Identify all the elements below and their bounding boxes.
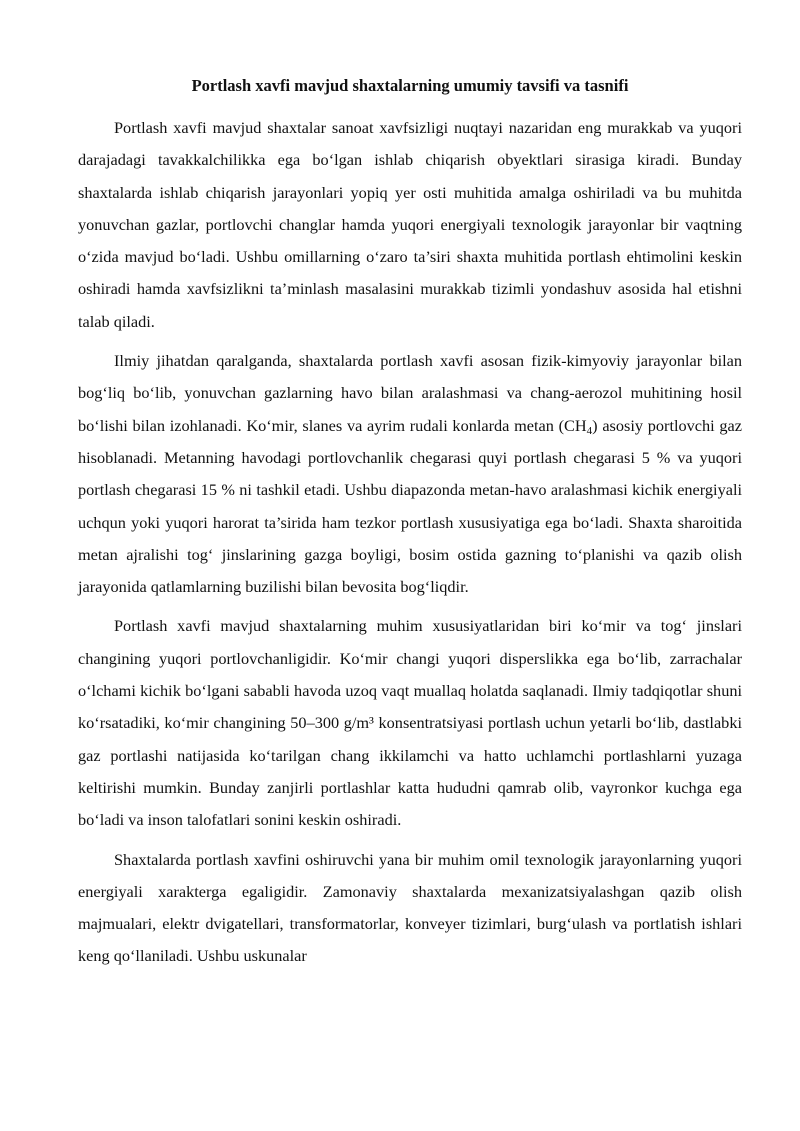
paragraph-3: Portlash xavfi mavjud shaxtalarning muhim xususiyatlaridan biri ko‘mir va tog‘ jinslari changining yuqori portlovchanligidir. Ko‘mir changi yuqori disperslikka ega bo‘lib, zarrachalar o‘lchami kichik bo‘lgani sababli havoda uzoq vaqt muallaq holatda saqlanadi. Ilmiy tadqiqotlar shuni ko‘rsatadiki, ko‘mir changining 50–300 g/m³ konsentratsiyasi portlash uchun yetarli bo‘lib, dastlabki gaz portlashi natijasida ko‘tarilgan chang ikkilamchi va hatto uchlamchi portlashlarni yuzaga keltirishi mumkin. Bunday zanjirli portlashlar katta hududni qamrab olib, vayronkor kuchga ega bo‘ladi va inson talofatlari sonini keskin oshiradi. xyxy=(78,616,742,830)
paragraph-2-text-a: Ilmiy jihatdan qaralganda, shaxtalarda portlash xavfi asosan fizik-kimyoviy jarayonlar bilan bog‘liq bo‘lib, yonuvchan gazlarning havo bilan aralashmasi va chang-aerozol muhitining hosil bo‘lishi bilan izohlanadi. Ko‘mir, slanes va ayrim rudali konlarda metan (CH xyxy=(78,351,742,435)
document-title: Portlash xavfi mavjud shaxtalarning umumiy tavsifi va tasnifi xyxy=(191,76,629,95)
methane-formula-subscript: 4 xyxy=(586,424,593,437)
paragraph-4: Shaxtalarda portlash xavfini oshiruvchi yana bir muhim omil texnologik jarayonlarning yuqori energiyali xarakterga egaligidir. Zamonaviy shaxtalarda mexanizatsiyalashgan qazib olish majmualari, elektr dvigatellari, transformatorlar, konveyer tizimlari, burg‘ulash va portlatish ishlari keng qo‘llaniladi. Ushbu uskunalar xyxy=(78,849,742,966)
paragraph-2 xyxy=(78,345,742,603)
paragraph-2-text-b: ) asosiy portlovchi gaz hisoblanadi. Metanning havodagi portlovchanlik chegarasi quyi portlash chegarasi 5 % va yuqori portlash chegarasi 15 % ni tashkil etadi. Ushbu diapazonda metan-havo aralashmasi kichik energiyali uchqun yoki yuqori harorat ta’sirida ham tezkor portlash xususiyatiga ega bo‘ladi. Shaxta sharoitida metan ajralishi tog‘ jinslarining gazga boyligi, bosim ostida gazning to‘planishi va qazib olish jarayonida qatlamlarning buzilishi bilan bevosita bog‘liqdir. xyxy=(78,415,742,597)
document-page xyxy=(78,72,742,980)
paragraph-1: Portlash xavfi mavjud shaxtalar sanoat xavfsizligi nuqtayi nazaridan eng murakkab va yuqori darajadagi tavakkalchilikka ega bo‘lgan ishlab chiqarish obyektlari sirasiga kiradi. Bunday shaxtalarda ishlab chiqarish jarayonlari yopiq yer osti muhitida amalga oshiriladi va bu muhitda yonuvchan gazlar, portlovchi changlar hamda yuqori energiyali texnologik jarayonlar bir vaqtning o‘zida mavjud bo‘ladi. Ushbu omillarning o‘zaro ta’siri shaxta muhitida portlash ehtimolini keskin oshiradi hamda xavfsizlikni ta’minlash masalasini murakkab tizimli yondashuv asosida hal etishni talab qiladi. xyxy=(78,118,742,331)
